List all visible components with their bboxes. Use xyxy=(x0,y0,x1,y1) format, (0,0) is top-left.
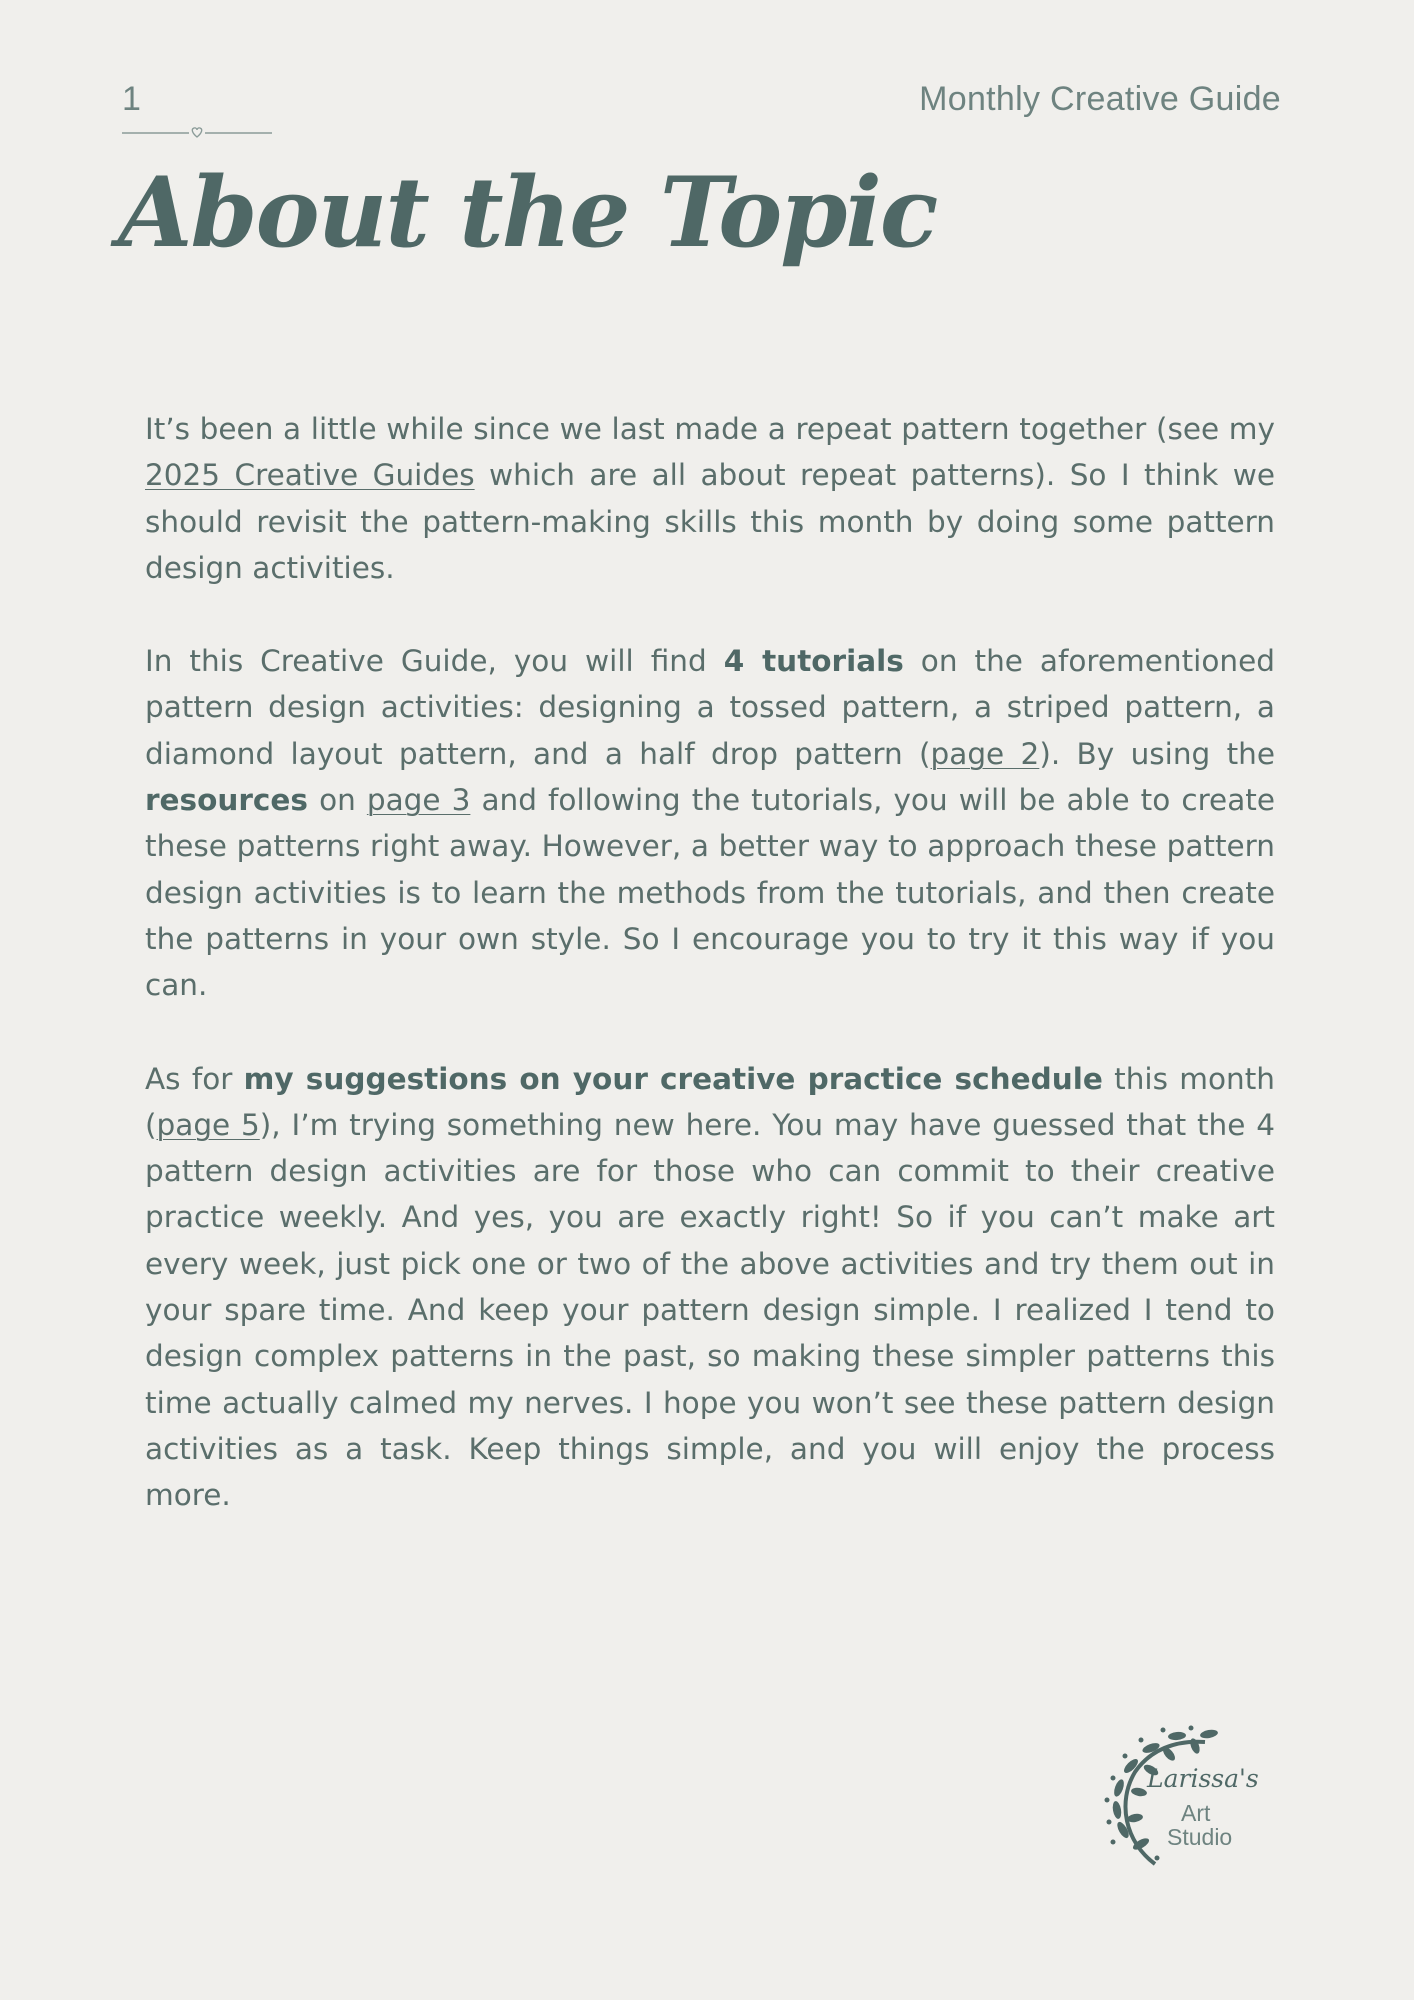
text-span: ). By using the xyxy=(1039,736,1276,771)
schedule-emphasis: my suggestions on your creative practice schedule xyxy=(243,1061,1103,1096)
text-span: ), I’m trying something new here. You may have guessed that the 4 pattern design activities are for those who can commit to their creative practice weekly. And yes, you are exactly right! So if you can’t make art every week, just pick one or two of the above activities and try them out in your spare time. And keep your pattern design simple. I realized I tend to design complex patterns in the past, so making these simpler patterns this time actually calmed my nerves. I hope you won’t see these pattern design activities as a task. Keep things simple, and you will enjoy the process more. xyxy=(145,1107,1275,1513)
resources-emphasis: resources xyxy=(145,783,308,818)
page-3-link[interactable]: page 3 xyxy=(366,783,471,818)
page-2-link[interactable]: page 2 xyxy=(930,736,1040,771)
studio-logo xyxy=(1095,1722,1259,1872)
paragraph-intro xyxy=(145,406,1275,591)
guide-title: Monthly Creative Guide xyxy=(919,80,1281,118)
body-text xyxy=(145,406,1275,1566)
logo-name: Larissa's xyxy=(1147,1764,1259,1793)
text-span: on xyxy=(308,783,367,818)
text-span: In this Creative Guide, you will find xyxy=(145,644,724,679)
text-span: this month ( xyxy=(145,1061,1275,1142)
heart-divider-icon xyxy=(122,124,272,140)
paragraph-schedule xyxy=(145,1056,1275,1519)
page-number: 1 xyxy=(122,80,141,118)
paragraph-tutorials xyxy=(145,638,1275,1008)
text-span: which are all about repeat patterns). So I think we should revisit the pattern-making skills this month by doing some pattern design activities. xyxy=(145,458,1275,585)
page-title: About the Topic xyxy=(118,156,937,269)
text-span: As for xyxy=(145,1061,244,1096)
logo-studio: Studio xyxy=(1167,1824,1233,1850)
text-span: and following the tutorials, you will be able to create these patterns right away. However, a better way to approach these pattern design activities is to learn the methods from the tutorials, and then create the patterns in your own style. So I encourage you to try it this way if you can. xyxy=(145,783,1275,1003)
page-5-link[interactable]: page 5 xyxy=(156,1107,260,1142)
text-span: on the aforementioned pattern design activities: designing a tossed pattern, a striped pattern, a diamond layout pattern, and a half drop pattern ( xyxy=(145,644,1275,771)
logo-art: Art xyxy=(1181,1800,1211,1826)
creative-guides-link[interactable]: 2025 Creative Guides xyxy=(145,458,475,493)
text-span: It’s been a little while since we last made a repeat pattern together (see my xyxy=(145,412,1275,446)
tutorials-emphasis: 4 tutorials xyxy=(723,644,904,679)
